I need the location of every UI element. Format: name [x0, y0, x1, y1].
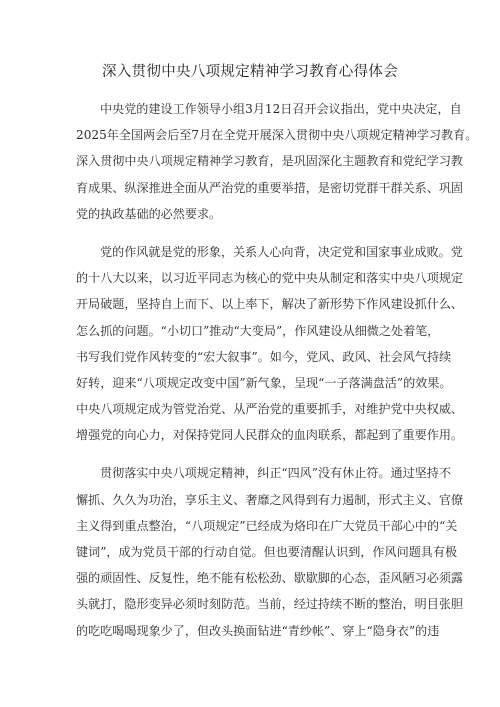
document-title: 深入贯彻中央八项规定精神学习教育心得体会: [102, 64, 398, 80]
paragraph-line: 中央党的建设工作领导小组3月12日召开会议指出，党中央决定，自: [100, 102, 462, 116]
paragraph-line: 懈抓、久久为功治，享乐主义、奢靡之风得到有力遏制，形式主义、官僚: [76, 492, 464, 507]
paragraph-line: 主义得到重点整治，“八项规定”已经成为烙印在广大党员干部心中的“关: [76, 518, 458, 533]
paragraph-line: 开局破题，坚持自上而下、以上率下，解决了新形势下作风建设抓什么、: [76, 297, 464, 312]
paragraph-line: 好转，迎来“八项规定改变中国”新气象，呈现“一子落满盘活”的效果。: [76, 375, 452, 390]
paragraph-line: 的吃吃喝喝现象少了，但改头换面钻进“青纱帐”、穿上“隐身衣”的违: [76, 623, 440, 638]
paragraph-line: 党的执政基础的必然要求。: [76, 206, 222, 221]
paragraph-line: 头就打，隐形变异必须时刻防范。当前，经过持续不断的整治，明目张胆: [76, 597, 464, 612]
paragraph-line: 党的作风就是党的形象，关系人心向背，决定党和国家事业成败。党: [100, 244, 463, 259]
paragraph-line: 贯彻落实中央八项规定精神，纠正“四风”没有休止符。通过坚持不: [100, 466, 451, 481]
paragraph-line: 怎么抓的问题。“小切口”推动“大变局”，作风建设从细微之处着笔，: [76, 323, 440, 338]
paragraph-line: 深入贯彻中央八项规定精神学习教育，是巩固深化主题教育和党纪学习教: [76, 154, 464, 169]
paragraph-line: 2025年全国两会后至7月在全党开展深入贯彻中央八项规定精神学习教育。: [76, 128, 478, 143]
paragraph-line: 键词”，成为党员干部的行动自觉。但也要清醒认识到，作风问题具有极: [76, 545, 458, 559]
paragraph-3: [76, 460, 464, 643]
paragraph-1: [76, 96, 478, 227]
paragraph-line: 书写我们党作风转变的“宏大叙事”。如今，党风、政风、社会风气持续: [76, 349, 452, 364]
paragraph-2: [76, 239, 464, 449]
paragraph-line: 的十八大以来，以习近平同志为核心的党中央从制定和落实中央八项规定: [76, 271, 464, 286]
paragraph-line: 增强党的向心力，对保持党同人民群众的血肉联系，都起到了重要作用。: [76, 428, 464, 443]
paragraph-line: 育成果、纵深推进全面从严治党的重要举措，是密切党群干群关系、巩固: [76, 180, 464, 195]
paragraph-line: 强的顽固性、反复性，绝不能有松松劲、歇歇脚的心态，歪风陋习必须露: [76, 571, 464, 586]
paragraph-line: 中央八项规定成为管党治党、从严治党的重要抓手，对维护党中央权威、: [76, 402, 464, 417]
